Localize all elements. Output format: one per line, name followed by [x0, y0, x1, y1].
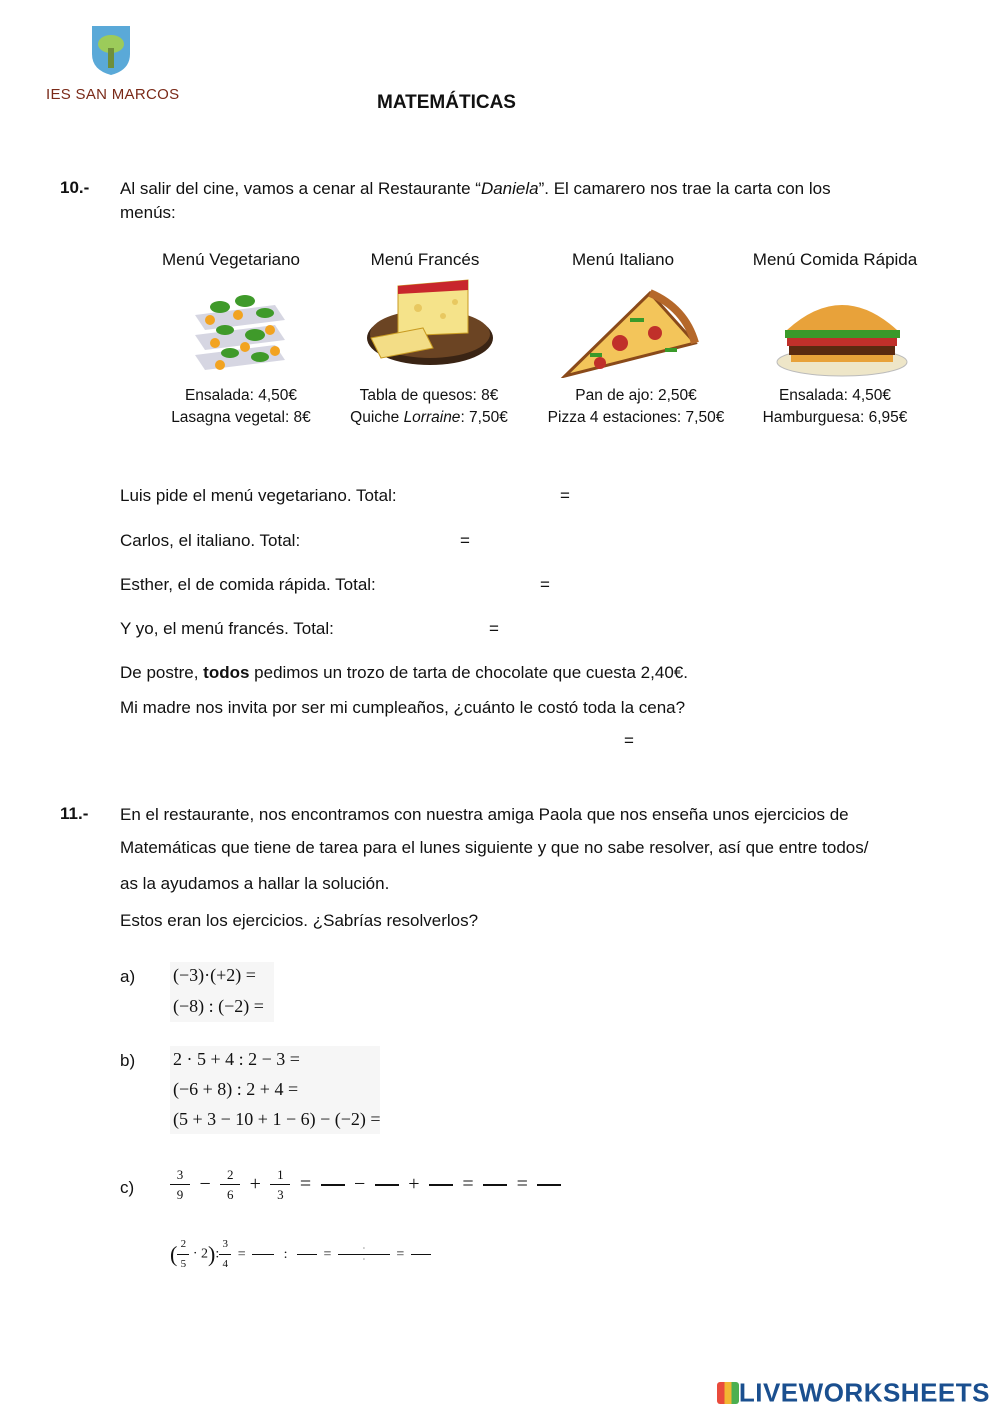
postre-text-2: pedimos un trozo de tarta de chocolate que cuesta 2,40€. — [249, 663, 688, 682]
madre-text: Mi madre nos invita por ser mi cumpleaños, ¿cuánto le costó toda la cena? — [120, 698, 686, 717]
menu-items-fast-food — [725, 385, 945, 429]
exercise-b-line-2: (−6 + 8) : 2 + 4 = — [173, 1079, 299, 1099]
frac-num: 2 — [180, 1238, 187, 1250]
frac-den: 6 — [226, 1187, 234, 1202]
intro-text-1: Al salir del cine, vamos a cenar al Restaurante “ — [120, 179, 481, 198]
answer-blank[interactable] — [297, 1254, 317, 1255]
answer-blank[interactable] — [429, 1184, 453, 1186]
intro-text-3: menús: — [120, 203, 176, 222]
carlos-equals: = — [460, 531, 470, 550]
french-line-2-a: Quiche — [350, 409, 404, 426]
menu-items-vegetarian — [131, 385, 351, 429]
dot: · — [362, 1244, 366, 1253]
answer-blank[interactable] — [537, 1184, 561, 1186]
times-two: · 2 — [192, 1246, 208, 1262]
exercise-b-line-1: 2 · 5 + 4 : 2 − 3 = — [173, 1049, 300, 1069]
french-line-2 — [319, 407, 539, 429]
liveworksheets-logo — [717, 1376, 990, 1409]
fastfood-line-2: Hamburguesa: 6,95€ — [762, 409, 908, 426]
menu-title-french: Menú Francés — [370, 250, 480, 269]
q11-paragraph-4: Estos eran los ejercicios. ¿Sabrías resolverlos? — [120, 911, 479, 930]
exercise-a-line-1: (−3)·(+2) = — [173, 965, 256, 985]
luis-total-label: Luis pide el menú vegetariano. Total: — [120, 486, 397, 505]
exercise-c-line-1: $\frac{3}{9}$ − $\frac{2}{6}$ + $\frac{1}{3}$ = − + = = — [170, 1168, 561, 1201]
exercise-a-label: a) — [120, 967, 136, 986]
italian-line-2: Pizza 4 estaciones: 7,50€ — [547, 409, 725, 426]
menu-title-vegetarian: Menú Vegetariano — [162, 250, 300, 269]
lw-badge-icon — [717, 1382, 739, 1404]
fraction-3-4 — [219, 1238, 231, 1271]
postre-text — [120, 661, 688, 685]
menu-items-french — [319, 385, 539, 429]
frac-den: 9 — [176, 1187, 184, 1202]
menu-items-italian — [526, 385, 746, 429]
vegetarian-line-2: Lasagna vegetal: 8€ — [171, 409, 311, 426]
burger-icon — [775, 290, 910, 380]
frac-den: 4 — [222, 1258, 228, 1270]
q11-paragraph-2: Matemáticas que tiene de tarea para el lunes siguiente y que no sabe resolver, así que entre todos/ — [120, 838, 869, 857]
question-11-number: 11.- — [60, 804, 89, 823]
italian-line-1: Pan de ajo: 2,50€ — [575, 387, 697, 404]
exercise-a-box — [170, 962, 274, 1022]
question-10-intro — [120, 177, 900, 225]
frac-den: 3 — [277, 1187, 284, 1202]
french-line-2-italic: Lorraine — [403, 409, 461, 426]
luis-equals: = — [560, 486, 570, 505]
answer-blank[interactable] — [252, 1254, 274, 1255]
exercise-c-line-2: ( $\frac{2}{5}$ · 2): $\frac{3}{4}$ = : = · · = — [170, 1238, 431, 1271]
q11-paragraph-3: as la ayudamos a hallar la solución. — [120, 874, 390, 893]
answer-blank[interactable] — [375, 1184, 399, 1186]
salad-icon — [190, 285, 290, 375]
postre-text-1: De postre, — [120, 663, 204, 682]
intro-text-2: ”. El camarero nos trae la carta con los — [538, 179, 831, 198]
menu-title-italian: Menú Italiano — [571, 250, 675, 269]
question-10-number: 10.- — [60, 178, 90, 197]
fraction-2-6 — [220, 1168, 240, 1201]
esther-equals: = — [540, 575, 550, 594]
exercise-b-line-3: (5 + 3 − 10 + 1 − 6) − (−2) = — [173, 1109, 381, 1129]
exercise-b-label: b) — [120, 1051, 136, 1070]
menu-title-fast-food: Menú Comida Rápida — [752, 250, 918, 269]
fraction-3-9 — [170, 1168, 190, 1201]
school-name: IES SAN MARCOS — [46, 86, 180, 103]
answer-blank[interactable] — [321, 1184, 345, 1186]
restaurant-name: Daniela — [480, 179, 539, 198]
exercise-b-box — [170, 1046, 380, 1134]
pizza-icon — [560, 288, 700, 378]
vegetarian-line-1: Ensalada: 4,50€ — [184, 387, 298, 404]
fraction-1-3 — [270, 1168, 290, 1201]
esther-total-label: Esther, el de comida rápida. Total: — [120, 575, 376, 594]
frac-num: 3 — [222, 1238, 228, 1250]
cena-equals: = — [624, 731, 634, 750]
postre-bold: todos — [203, 663, 250, 682]
fraction-2-5 — [177, 1238, 189, 1271]
fastfood-line-1: Ensalada: 4,50€ — [778, 387, 892, 404]
q11-paragraph-1: En el restaurante, nos encontramos con nuestra amiga Paola que nos enseña unos ejercicios de — [120, 805, 849, 824]
answer-blank[interactable] — [483, 1184, 507, 1186]
tree-shield-icon — [88, 24, 134, 76]
exercise-c-label: c) — [120, 1178, 135, 1197]
cheese-icon — [363, 278, 498, 368]
frac-num: 3 — [176, 1167, 184, 1182]
french-line-1: Tabla de quesos: 8€ — [359, 387, 499, 404]
page-title: MATEMÁTICAS — [377, 92, 516, 113]
dot: · — [362, 1255, 366, 1264]
frac-num: 1 — [277, 1167, 284, 1182]
brand-text: LIVEWORKSHEETS — [738, 1377, 990, 1408]
yo-total-label: Y yo, el menú francés. Total: — [120, 619, 334, 638]
product-fraction[interactable] — [338, 1245, 390, 1264]
school-logo — [88, 24, 134, 76]
frac-num: 2 — [226, 1167, 234, 1182]
frac-den: 5 — [180, 1258, 187, 1270]
yo-equals: = — [489, 619, 499, 638]
french-line-2-b: : 7,50€ — [460, 409, 508, 426]
answer-blank[interactable] — [411, 1254, 431, 1255]
carlos-total-label: Carlos, el italiano. Total: — [120, 531, 301, 550]
exercise-a-line-2: (−8) : (−2) = — [173, 996, 264, 1016]
